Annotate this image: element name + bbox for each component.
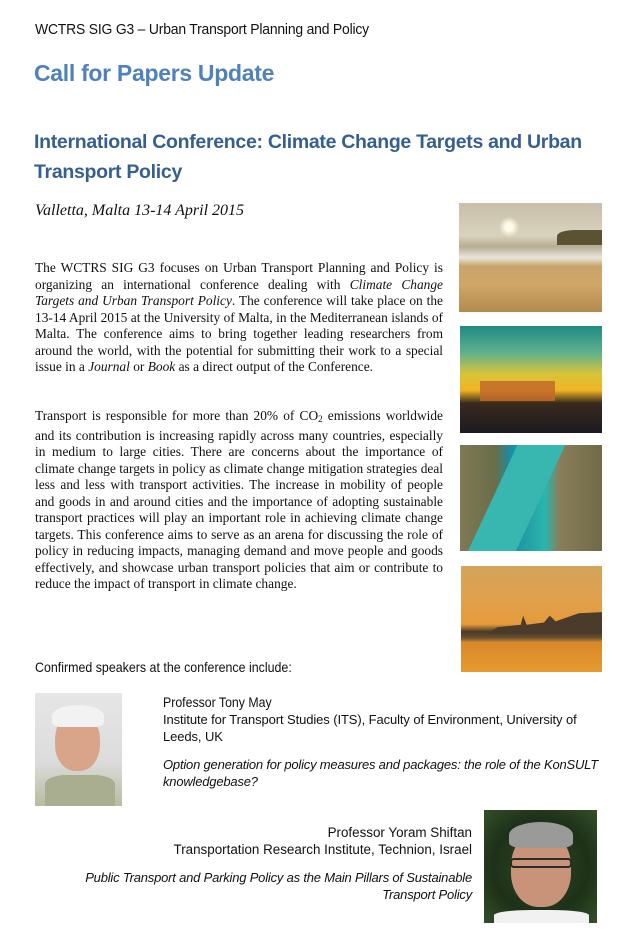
speaker-affiliation: Transportation Research Institute, Technion, Israel [173,842,472,857]
valletta-skyline-photo [461,566,602,672]
transport-paragraph [35,408,443,593]
malta-bay-aerial-photo [460,445,602,551]
para2-text-1: Transport is responsible for more than 20% of CO [35,408,319,423]
para1-text-1: The WCTRS SIG G3 focuses on Urban Transport Planning and Policy is organizing an international conference dealing with [35,260,443,292]
speaker-photo-yoram-shiftan [484,810,597,923]
speaker-entry-yoram-shiftan [30,824,472,903]
para1-italic-2: Journal [88,359,130,374]
co2-subscript: 2 [318,414,323,424]
speaker-photo-tony-may [35,693,122,806]
location-date: Valletta, Malta 13-14 April 2015 [35,202,245,219]
speaker-name: Professor Tony May [163,695,272,710]
speaker-talk-title: Public Transport and Parking Policy as the Main Pillars of Sustainable Transport Policy [85,870,472,902]
para1-italic-1: Climate Change Targets and Urban Transport Policy [35,276,443,308]
page-title: Call for Papers Update [34,60,275,86]
malta-fortress-sunset-photo [460,326,602,433]
speaker-entry-tony-may [163,694,603,790]
organization-line: WCTRS SIG G3 – Urban Transport Planning and Policy [35,22,369,38]
para2-text-2: emissions worldwide and its contribution is increasing rapidly across many countries, especially in medium to large cities. There are concerns about the importance of climate change targets in policy as climate change mitigation strategies deal less and less with transport activities. The increase in mobility of people and goods in and around cities and the importance of adopting sustainable transport practices will play an important role in achieving climate change targets. This conference aims to serve as an arena for discussing the role of policy in reducing impacts, managing demand and move people and goods effectively, and showcase urban transport policies that aim or contribute to reduce the impact of transport in climate change. [35,408,443,591]
para1-text-4: as a direct output of the Conference. [175,359,374,374]
speaker-affiliation: Institute for Transport Studies (ITS), Faculty of Environment, University of Leeds, UK [163,712,577,744]
speakers-intro: Confirmed speakers at the conference include: [35,660,292,675]
speaker-name: Professor Yoram Shiftan [327,825,472,840]
photo-hair [52,705,104,727]
conference-title: International Conference: Climate Change Targets and Urban Transport Policy [34,131,582,183]
photo-shirt [494,910,589,923]
photo-hair [509,822,573,848]
malta-beach-photo [459,203,602,312]
photo-glasses [510,858,572,868]
photo-shirt [45,775,115,806]
para1-italic-3: Book [147,359,176,374]
intro-paragraph [35,260,443,376]
para1-text-2: . The conference will take place on the 13-14 April 2015 at the University of Malta, in the Mediterranean islands of Malta. The conference aims to bring together leading researchers from around the world, with the potential for submitting their work to a special issue in a [35,293,443,374]
para1-text-3: or [129,359,148,374]
speaker-talk-title: Option generation for policy measures and packages: the role of the KonSULT knowledgebase? [163,757,598,789]
